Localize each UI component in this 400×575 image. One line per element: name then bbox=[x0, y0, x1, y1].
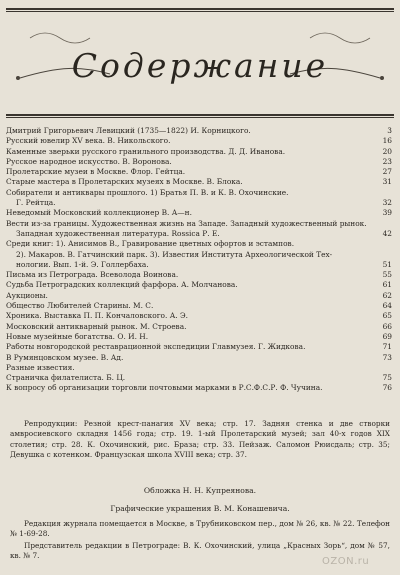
toc-entry bbox=[6, 198, 392, 208]
toc-entry bbox=[6, 250, 392, 260]
toc-entry-title: Аукционы. bbox=[6, 290, 48, 300]
toc-entry bbox=[6, 322, 392, 332]
toc-entry-title: Пролетарские музеи в Москве. Флор. Гейтца. bbox=[6, 167, 186, 177]
toc-entry-title: Старые мастера в Пролетарских музеях в Москве. В. Блока. bbox=[6, 177, 243, 187]
toc-entry-page: 71 bbox=[382, 342, 392, 352]
cover-credit: Обложка Н. Н. Купреянова. bbox=[143, 486, 257, 495]
toc-entry-title: Разные известия. bbox=[6, 362, 75, 372]
toc-entry bbox=[6, 280, 392, 290]
toc-entry-title: Письма из Петрограда. Всеволода Воинова. bbox=[6, 270, 179, 280]
toc-entry-page: 42 bbox=[382, 228, 392, 238]
toc-entry-page: 69 bbox=[382, 331, 392, 341]
page-title: Содержание bbox=[71, 46, 329, 85]
header-bottom-rule bbox=[6, 114, 394, 116]
toc-entry bbox=[6, 270, 392, 280]
toc-entry-title: Среди книг: 1). Анисимов В., Гравирование цветных офортов и эстампов. bbox=[6, 239, 295, 249]
watermark-text: OZON.ru bbox=[322, 556, 370, 567]
toc-entry bbox=[6, 239, 392, 249]
toc-entry bbox=[6, 353, 392, 363]
toc-entry bbox=[6, 208, 392, 218]
toc-entry-page: 51 bbox=[382, 259, 392, 269]
toc-entry-page: 64 bbox=[382, 301, 392, 311]
toc-entry bbox=[6, 301, 392, 311]
toc-entry-title: Русское народное искусство. В. Воронова. bbox=[6, 156, 172, 166]
toc-entry bbox=[6, 291, 392, 301]
toc-entry-title: Судьба Петроградских коллекций фарфора. А. Молчанова. bbox=[6, 280, 238, 290]
toc-entry-page: 55 bbox=[382, 270, 392, 280]
toc-entry bbox=[6, 383, 392, 393]
toc-entry-title: Хроника. Выставка П. П. Кончаловского. А. Э. bbox=[6, 311, 189, 321]
toc-entry-title: Московский антикварный рынок. М. Строева. bbox=[6, 321, 187, 331]
petrograd-address: Представитель редакции в Петрограде: В. К. Охочинский, улица „Красных Зорь“, дом № 57, кв. № 7. bbox=[10, 541, 390, 561]
toc-entry-title: Работы новгородской реставрационной экспедиции Главмузея. Г. Жидкова. bbox=[6, 342, 306, 352]
toc-entry-page: 66 bbox=[382, 321, 392, 331]
toc-entry bbox=[6, 167, 392, 177]
toc-entry-page: 61 bbox=[382, 280, 392, 290]
header-ornament bbox=[0, 8, 400, 112]
toc-entry-page: 31 bbox=[382, 177, 392, 187]
table-of-contents bbox=[6, 126, 392, 394]
toc-entry-page: 76 bbox=[382, 383, 392, 393]
toc-entry bbox=[6, 363, 392, 373]
toc-entry bbox=[6, 177, 392, 187]
toc-entry-page: 75 bbox=[382, 373, 392, 383]
toc-entry bbox=[6, 147, 392, 157]
toc-entry bbox=[6, 126, 392, 136]
toc-entry-page: 27 bbox=[382, 167, 392, 177]
toc-entry-page: 65 bbox=[382, 311, 392, 321]
toc-entry bbox=[6, 260, 392, 270]
toc-entry-page: 23 bbox=[382, 156, 392, 166]
toc-entry-title: Западная художественная литература. Rossica Р. Е. bbox=[16, 228, 220, 238]
header-bottom-rule-thin bbox=[6, 117, 394, 118]
toc-entry-title: Страничка филателиста. Б. Ц. bbox=[6, 373, 126, 383]
toc-entry-title: Вести из-за границы. Художественная жизнь на Западе. Западный художественный рынок. bbox=[6, 218, 367, 228]
toc-entry bbox=[6, 188, 392, 198]
toc-entry bbox=[6, 229, 392, 239]
editorial-address: Редакция журнала помещается в Москве, в Трубниковском пер., дом № 26, кв. № 22. Телефон № 1-69-28. bbox=[10, 519, 390, 539]
toc-entry bbox=[6, 219, 392, 229]
toc-entry bbox=[6, 311, 392, 321]
toc-entry-title: 2). Макаров. В. Гатчинский парк. 3). Известия Института Археологической Тех- bbox=[16, 249, 333, 259]
toc-entry bbox=[6, 136, 392, 146]
toc-entry bbox=[6, 332, 392, 342]
toc-entry bbox=[6, 342, 392, 352]
toc-entry-title: Общество Любителей Старины. М. С. bbox=[6, 301, 154, 311]
toc-entry-title: Новые музейные богатства. О. И. Н. bbox=[6, 331, 149, 341]
toc-entry-page: 73 bbox=[382, 352, 392, 362]
toc-entry-title: К вопросу об организации торговли почтовыми марками в Р.С.Ф.С.Р. Ф. Чучина. bbox=[6, 383, 323, 393]
toc-entry-page: 62 bbox=[382, 290, 392, 300]
toc-entry-page: 20 bbox=[382, 146, 392, 156]
toc-entry-title: нологии. Вып. 1-й. Э. Голлербаха. bbox=[16, 259, 149, 269]
graphics-credit: Графические украшения В. М. Конашевича. bbox=[110, 504, 290, 513]
toc-entry-page: 3 bbox=[387, 126, 392, 135]
toc-entry-title: Русский ювелир XV века. В. Никольского. bbox=[6, 136, 171, 146]
toc-entry bbox=[6, 373, 392, 383]
toc-entry-title: Собиратели и антиквары прошлого. 1) Братья П. В. и К. В. Охочинские. bbox=[6, 187, 289, 197]
toc-entry bbox=[6, 157, 392, 167]
reproductions-note: Репродукции: Резной крест-панагия XV века; стр. 17. Задняя стенка и две створки амвросиевского складня 1456 года; стр. 19. 1-ый Пролетарский музей; зал 40-х годов XIX столетия; стр. 28. К. Охочинский, рис. Браза; стр. 33. Пейзаж. Саломон Рюисдаль; стр. 35; Девушка с котенком. Французская школа XVIII века; стр. 37. bbox=[10, 419, 390, 459]
toc-entry-title: Каменные зверьки русского гранильного производства. Д. Д. Иванова. bbox=[6, 146, 286, 156]
toc-entry-title: В Румянцовском музее. В. Ад. bbox=[6, 352, 124, 362]
toc-entry-title: Неведомый Московский коллекционер В. А—н. bbox=[6, 208, 192, 218]
toc-entry-title: Г. Рейтца. bbox=[16, 198, 56, 208]
toc-entry-page: 32 bbox=[382, 198, 392, 208]
toc-entry-title: Дмитрий Григорьевич Левицкий (1735—1822) И. Корницкого. bbox=[6, 126, 251, 135]
toc-entry-page: 39 bbox=[382, 208, 392, 218]
toc-entry-page: 16 bbox=[382, 136, 392, 146]
